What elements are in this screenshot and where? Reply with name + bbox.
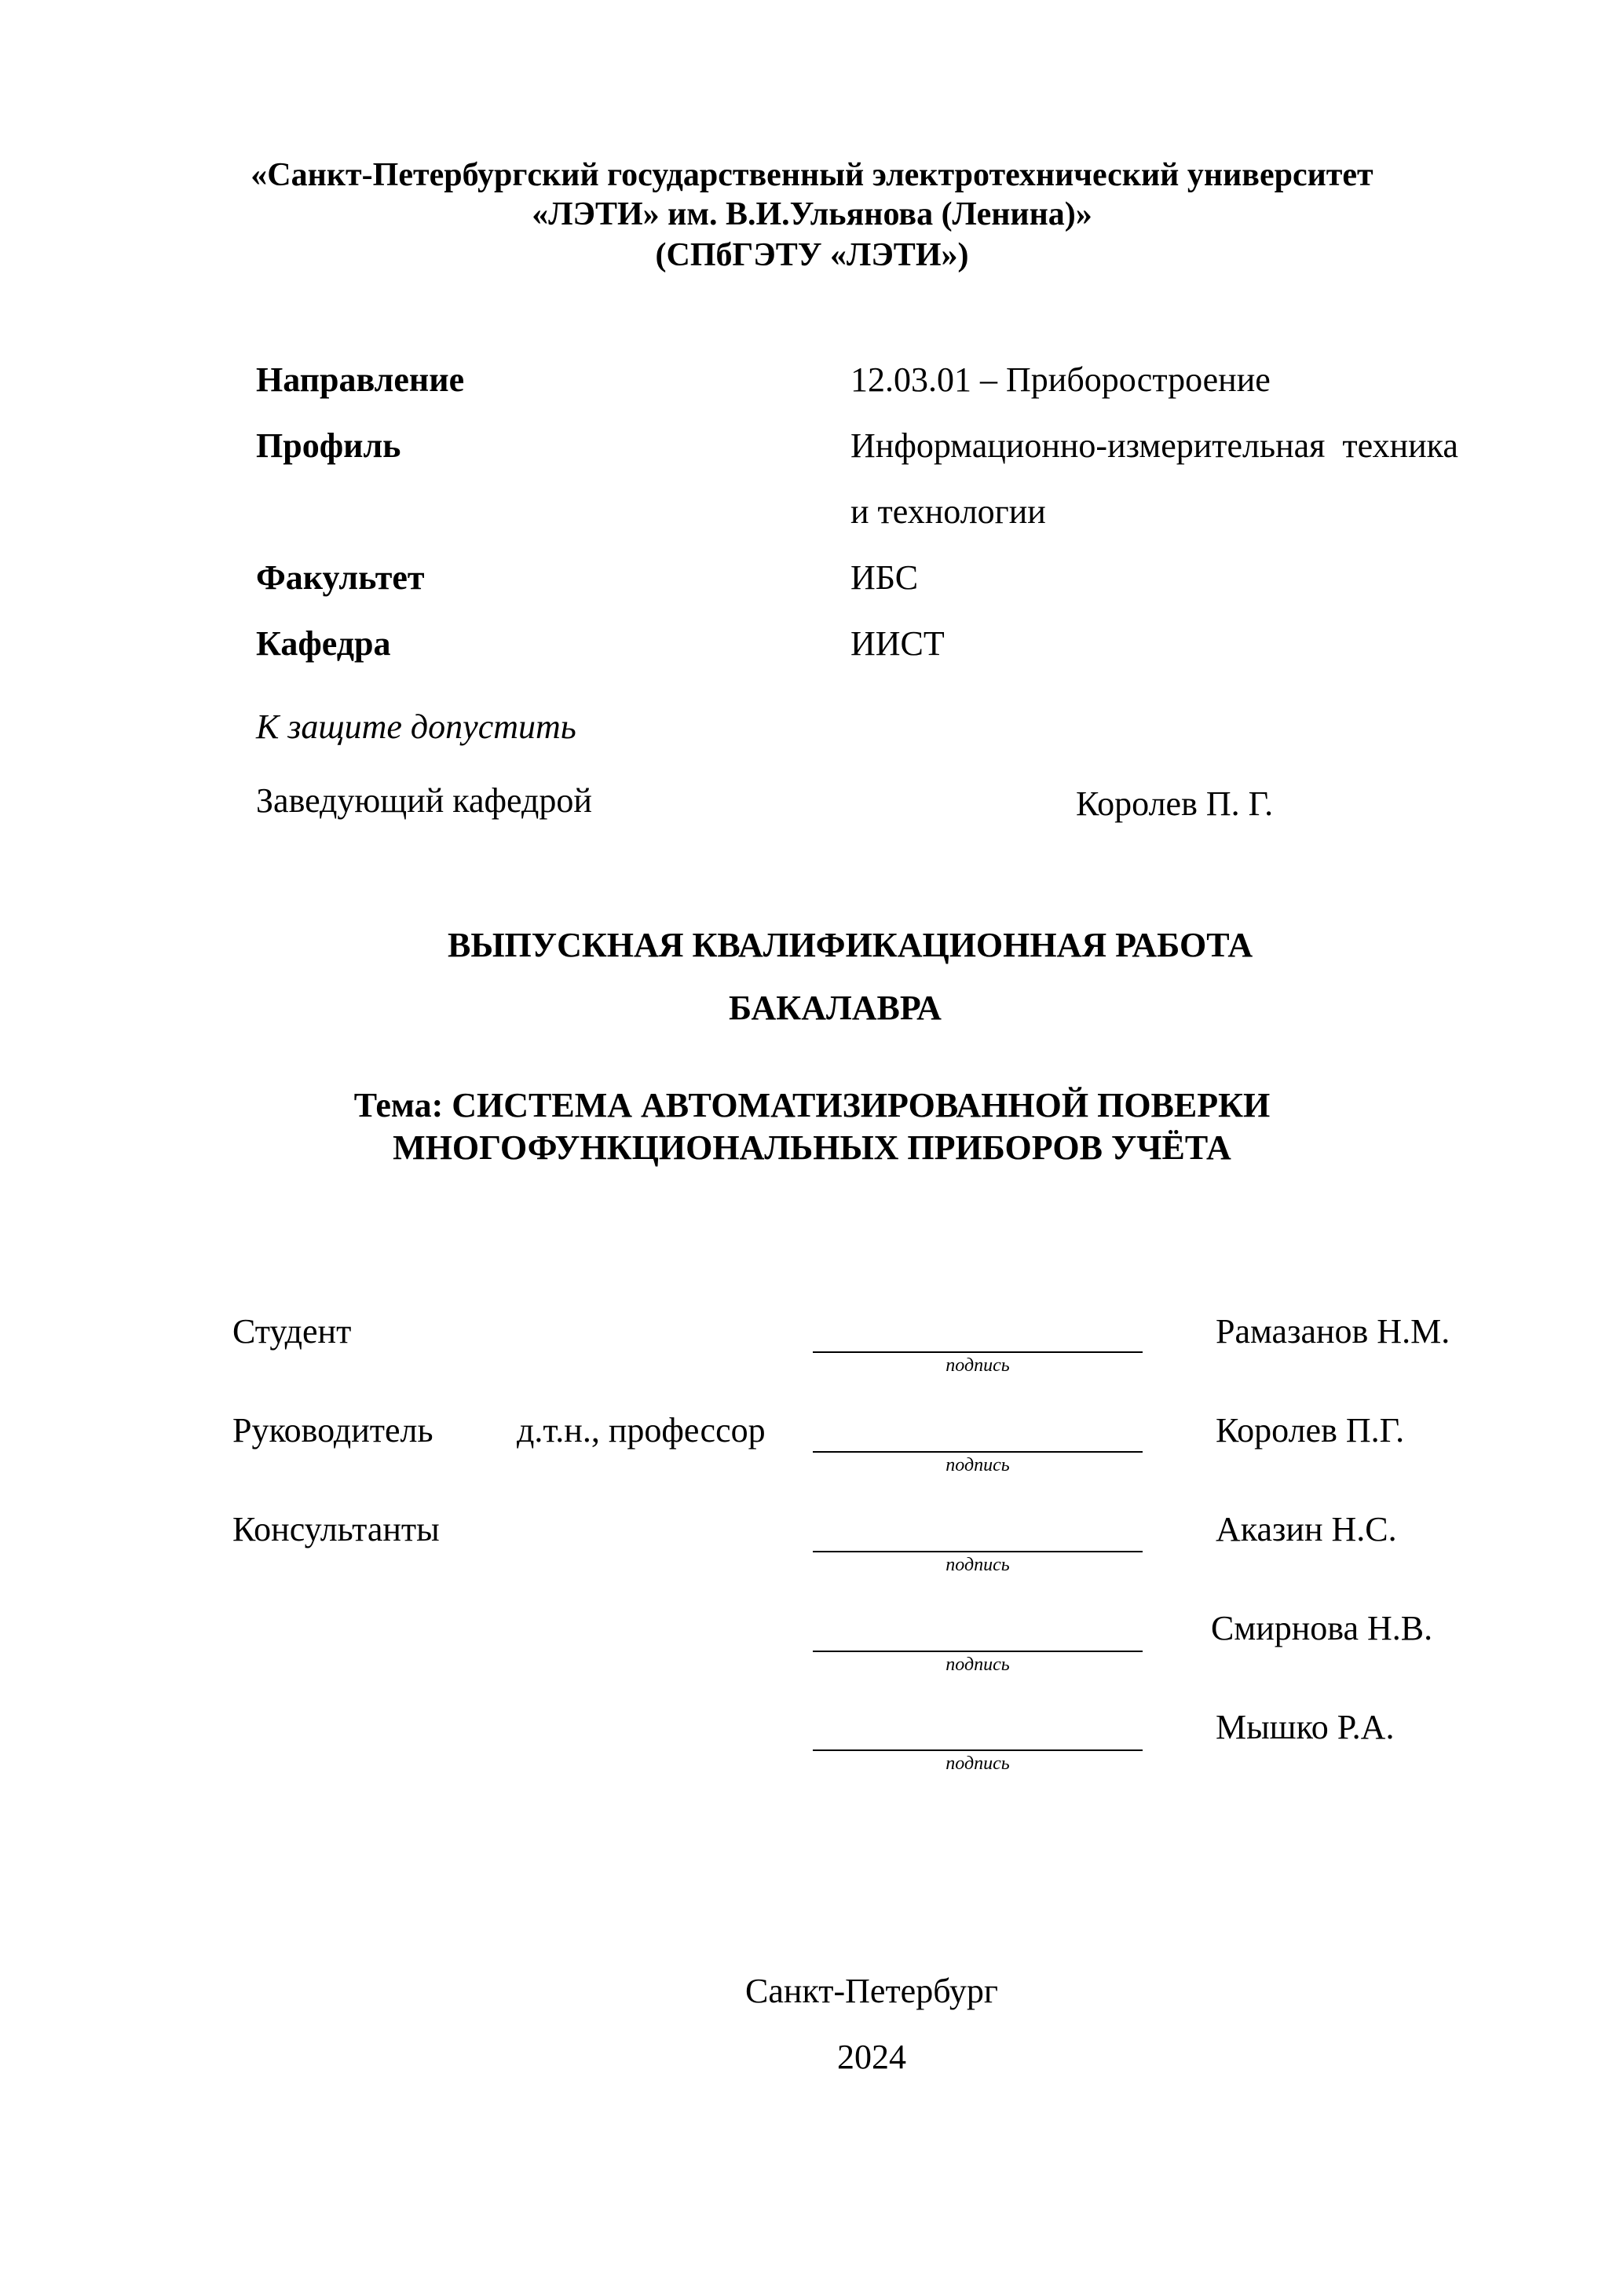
supervisor-name: Королев П.Г. (1216, 1411, 1405, 1450)
consultant3-signature-line (813, 1749, 1143, 1751)
city: Санкт-Петербург (745, 1972, 998, 2010)
university-abbreviation: (СПбГЭТУ «ЛЭТИ») (655, 237, 969, 273)
head-of-department-name: Королев П. Г. (1076, 784, 1274, 823)
student-name: Рамазанов Н.М. (1216, 1312, 1450, 1351)
consultant3-signature-caption: подпись (946, 1753, 1010, 1774)
consultant3-name: Мышко Р.А. (1216, 1708, 1395, 1746)
topic-line1: Тема: СИСТЕМА АВТОМАТИЗИРОВАННОЙ ПОВЕРКИ (353, 1086, 1271, 1124)
university-name-line2: «ЛЭТИ» им. В.И.Ульянова (Ленина)» (532, 196, 1092, 232)
work-type-line1: ВЫПУСКНАЯ КВАЛИФИКАЦИОННАЯ РАБОТА (448, 926, 1253, 964)
topic-line2: МНОГОФУНКЦИОНАЛЬНЫХ ПРИБОРОВ УЧЁТА (393, 1128, 1231, 1167)
consultants-label: Консультанты (232, 1510, 440, 1548)
department-value: ИИСТ (850, 624, 945, 663)
profile-value-line1: Информационно-измерительная техника (850, 426, 1458, 465)
student-label: Студент (232, 1312, 352, 1351)
consultant1-name: Аказин Н.С. (1216, 1510, 1397, 1548)
supervisor-signature-caption: подпись (946, 1455, 1010, 1475)
consultant2-signature-line (813, 1651, 1143, 1652)
consultant1-signature-line (813, 1551, 1143, 1552)
head-of-department-label: Заведующий кафедрой (256, 781, 592, 820)
consultant2-signature-caption: подпись (946, 1654, 1010, 1675)
admit-to-defense: К защите допустить (256, 707, 576, 746)
university-name-line1: «Санкт-Петербургский государственный электротехнический университет (251, 157, 1373, 193)
profile-label: Профиль (256, 426, 401, 465)
profile-value-line2: и технологии (850, 492, 1046, 531)
supervisor-label: Руководитель (232, 1411, 433, 1450)
faculty-label: Факультет (256, 558, 425, 597)
work-type-line2: БАКАЛАВРА (729, 989, 942, 1027)
student-signature-caption: подпись (946, 1355, 1010, 1376)
year: 2024 (837, 2038, 906, 2076)
department-label: Кафедра (256, 624, 391, 663)
faculty-value: ИБС (850, 558, 919, 597)
supervisor-signature-line (813, 1451, 1143, 1453)
consultant2-name: Смирнова Н.В. (1211, 1609, 1433, 1647)
student-signature-line (813, 1351, 1143, 1353)
consultant1-signature-caption: подпись (946, 1555, 1010, 1575)
supervisor-title: д.т.н., профессор (517, 1411, 766, 1450)
direction-label: Направление (256, 360, 465, 399)
direction-value: 12.03.01 – Приборостроение (850, 360, 1271, 399)
